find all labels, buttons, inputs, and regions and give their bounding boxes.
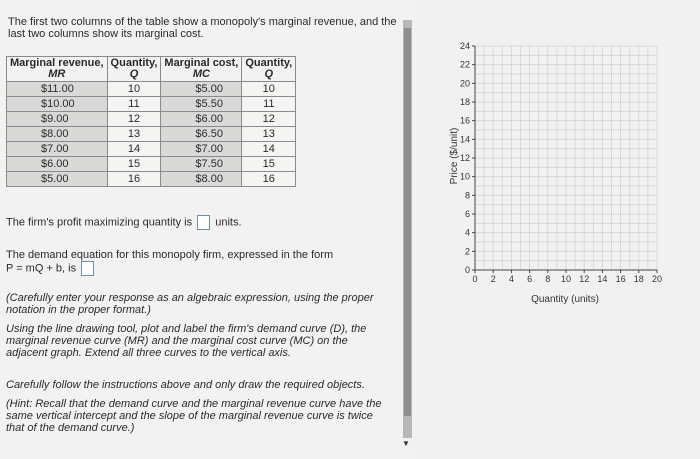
header-mr: Marginal revenue, MR	[7, 57, 108, 82]
table-cell: 14	[107, 142, 161, 157]
table-cell: 16	[107, 172, 161, 187]
problem-intro: The first two columns of the table show a monopoly's marginal revenue, and the last two columns show its marginal cost.	[8, 16, 397, 40]
table-cell: 11	[242, 97, 296, 112]
x-tick-label: 10	[560, 274, 572, 284]
y-tick-labels	[460, 41, 470, 275]
units-label: units.	[215, 216, 242, 229]
y-tick-label: 14	[459, 134, 470, 145]
table-cell: $5.00	[7, 172, 108, 187]
equation-form: P = mQ + b, is	[6, 262, 77, 275]
scroll-down-arrow-icon[interactable]: ▼	[402, 439, 410, 448]
x-axis-label: Quantity (units)	[531, 294, 599, 305]
table-cell: 15	[242, 157, 296, 172]
y-tick-label: 20	[459, 78, 470, 89]
y-tick-label: 12	[459, 153, 470, 163]
table-cell: $7.00	[161, 142, 242, 157]
y-tick-label: 22	[459, 59, 470, 70]
y-tick-label: 2	[464, 246, 470, 257]
hint-text: (Hint: Recall that the demand curve and the marginal revenue curve have the same vertical intercept and the slope of the marginal revenue curve is twice that of the demand curve.)	[6, 398, 382, 434]
question-text: The demand equation for this monopoly firm, expressed in the form	[6, 249, 334, 261]
table-cell: 12	[107, 112, 161, 127]
x-tick-label: 8	[545, 274, 551, 284]
x-tick-label: 12	[579, 274, 590, 284]
table-cell: $8.00	[161, 172, 242, 187]
table-cell: $7.00	[7, 142, 108, 157]
table-cell: 16	[242, 172, 296, 187]
table-cell: 13	[107, 127, 161, 142]
table-cell: 12	[242, 112, 296, 127]
y-tick-label: 24	[459, 41, 470, 51]
y-tick-label: 18	[459, 97, 470, 107]
x-tick-label: 2	[490, 274, 496, 284]
y-axis-label: Price ($/unit)	[449, 127, 460, 185]
x-tick-label: 4	[508, 274, 514, 284]
y-tick-label: 4	[464, 227, 470, 238]
y-tick-label: 8	[464, 190, 470, 201]
question-text: The firm's profit maximizing quantity is	[6, 216, 193, 229]
header-mc: Marginal cost, MC	[161, 57, 242, 82]
table-cell: 10	[107, 82, 161, 97]
table-cell: $9.00	[7, 112, 108, 127]
x-tick-label: 18	[633, 274, 644, 284]
x-tick-label: 16	[615, 274, 626, 284]
header-quantity-1: Quantity, Q	[107, 57, 161, 82]
table-cell: $6.50	[161, 127, 242, 142]
table-cell: $8.00	[7, 127, 108, 142]
y-tick-label: 16	[459, 115, 470, 126]
header-quantity-2: Quantity, Q	[242, 57, 296, 82]
table-cell: 15	[107, 157, 161, 172]
table-cell: $6.00	[7, 157, 108, 172]
table-cell: $10.00	[7, 97, 108, 112]
y-tick-label: 0	[464, 265, 470, 275]
table-cell: $11.00	[7, 82, 108, 97]
x-tick-label: 0	[472, 274, 478, 284]
careful-note: Carefully follow the instructions above and only draw the required objects.	[6, 379, 365, 391]
table-cell: 10	[242, 82, 296, 97]
table-cell: 14	[242, 142, 296, 157]
table-cell: $6.00	[161, 112, 242, 127]
x-tick-label: 20	[651, 274, 663, 284]
table-cell: $5.50	[161, 97, 242, 112]
x-tick-label: 14	[597, 274, 608, 284]
format-note: (Carefully enter your response as an algebraic expression, using the proper notation in the proper format.)	[6, 292, 374, 316]
graph-grid	[472, 46, 657, 273]
x-tick-label: 6	[527, 274, 533, 284]
y-tick-label: 10	[459, 171, 470, 182]
table-cell: 11	[107, 97, 161, 112]
y-tick-label: 6	[464, 209, 470, 219]
x-tick-labels	[472, 274, 662, 284]
table-cell: $5.00	[161, 82, 242, 97]
table-cell: 13	[242, 127, 296, 142]
table-cell: $7.50	[161, 157, 242, 172]
drawing-instructions: Using the line drawing tool, plot and label the firm's demand curve (D), the marginal revenue curve (MR) and the marginal cost curve (MC) on the adjacent graph. Extend all three curves to the vertical axis.	[6, 323, 367, 359]
